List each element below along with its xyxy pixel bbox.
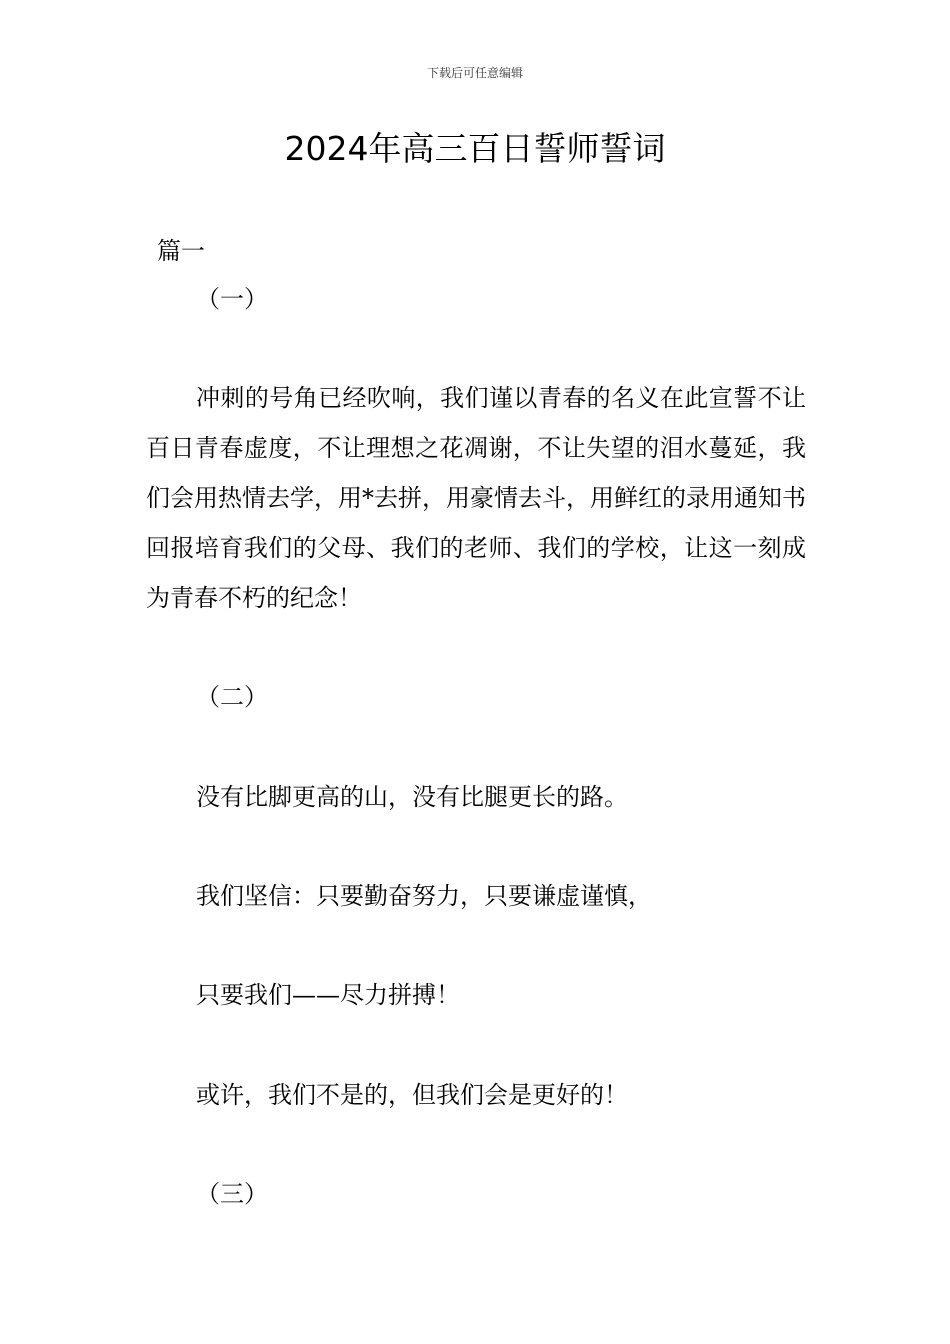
subsection-heading-2: （二）: [196, 683, 268, 711]
subsection-heading-3: （三）: [196, 1180, 268, 1208]
page-header-note: 下载后可任意编辑: [426, 66, 523, 80]
oath-line-3: 只要我们——尽力拼搏！: [196, 981, 460, 1009]
oath-line-1: 没有比脚更高的山，没有比腿更长的路。: [196, 783, 628, 811]
subsection-heading-1: （一）: [196, 285, 268, 313]
section-label: 篇一: [157, 237, 205, 265]
document-title: 2024年高三百日誓师誓词: [284, 129, 666, 168]
oath-line-4: 或许，我们不是的，但我们会是更好的！: [196, 1081, 628, 1109]
oath-line-2: 我们坚信：只要勤奋努力，只要谦虚谨慎，: [196, 882, 652, 910]
oath-paragraph-1: 冲刺的号角已经吹响，我们谨以青春的名义在此宣誓不让百日青春虚度，不让理想之花凋谢，不让失望的泪水蔓延，我们会用热情去学，用*去拼，用豪情去斗，用鲜红的录用通知书回报培育我们的父母、我们的老师、我们的学校，让这一刻成为青春不朽的纪念！: [146, 384, 806, 612]
